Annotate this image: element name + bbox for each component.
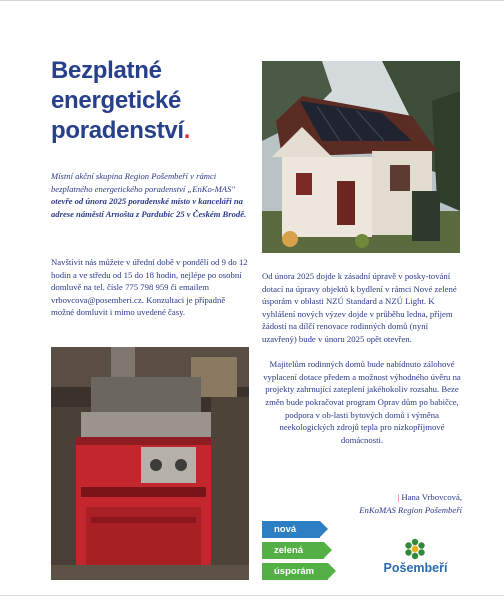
house-illustration [262, 61, 460, 253]
right-column [262, 270, 462, 459]
flower-icon [368, 537, 463, 563]
posemberi-logo [368, 537, 463, 581]
page-title [51, 56, 241, 146]
lead-paragraph [51, 170, 249, 220]
posemberi-name: Pošembeří [383, 561, 448, 575]
bottom-rule [0, 595, 504, 596]
contact-paragraph: Navštívit nás můžete v úřední době v pondělí od 9 do 12 hodin a ve středu od 15 do 18 hodin, nejlépe po osobní domluvě na tel. čísle 775 798 959 či emailem vrbovcova@posemberi.cz. Konzultaci je případně možné domluvit i mimo uvedené časy. [51, 257, 248, 318]
house-photo [262, 61, 460, 253]
paragraph-dotace: Od února 2025 dojde k zásadní úpravě v posky-tování dotací na úpravy objektů k bydlení v rámci Nové zelené úsporám v oblasti NZÚ Standard a NZÚ Light. K vyhlášení nových výzev dojde v průběhu ledna, příjem žádostí na dílčí renovace rodinných domů (nyní uzavřený) bude v únoru 2025 opět otevřen. [262, 271, 457, 344]
logo-nova: nová [262, 521, 320, 538]
signature [262, 491, 462, 516]
page-title-text: Bezplatné energetické poradenství [51, 57, 184, 144]
logo-zelena: zelená [262, 542, 324, 559]
paragraph-majitelum: Majitelům rodinných domů bude nabídnuto zálohové vyplacení dotace předem a možnost výhodného úvěru na projekty zahrnující zateplení jakéhokoliv rozsahu. Beze změn bude pokračovat program Oprav dům po babičce, podpora v ob-lasti bytových domů i výměna neekologických zdrojů tepla pro nízkopříjmové domácnosti. [263, 359, 461, 445]
logo-usporam: úsporám [262, 563, 328, 580]
stove-photo [51, 347, 249, 580]
signature-bar: | [397, 492, 400, 502]
signature-name: Hana Vrbovcová, [401, 492, 462, 502]
top-rule [0, 0, 504, 1]
title-dot: . [183, 117, 191, 144]
lead-intro: Místní akční skupina Region Pošembeří v rámci bezplatného energetického poradenství „EnKo-MAS" [51, 171, 235, 194]
lead-highlight: otevře od února 2025 poradenské místo v kanceláři na adrese náměstí Arnošta z Pardubic 25 v Českém Brodě. [51, 196, 247, 219]
stove-illustration [51, 347, 249, 580]
signature-org: EnKoMAS Region Pošembeří [359, 504, 462, 515]
